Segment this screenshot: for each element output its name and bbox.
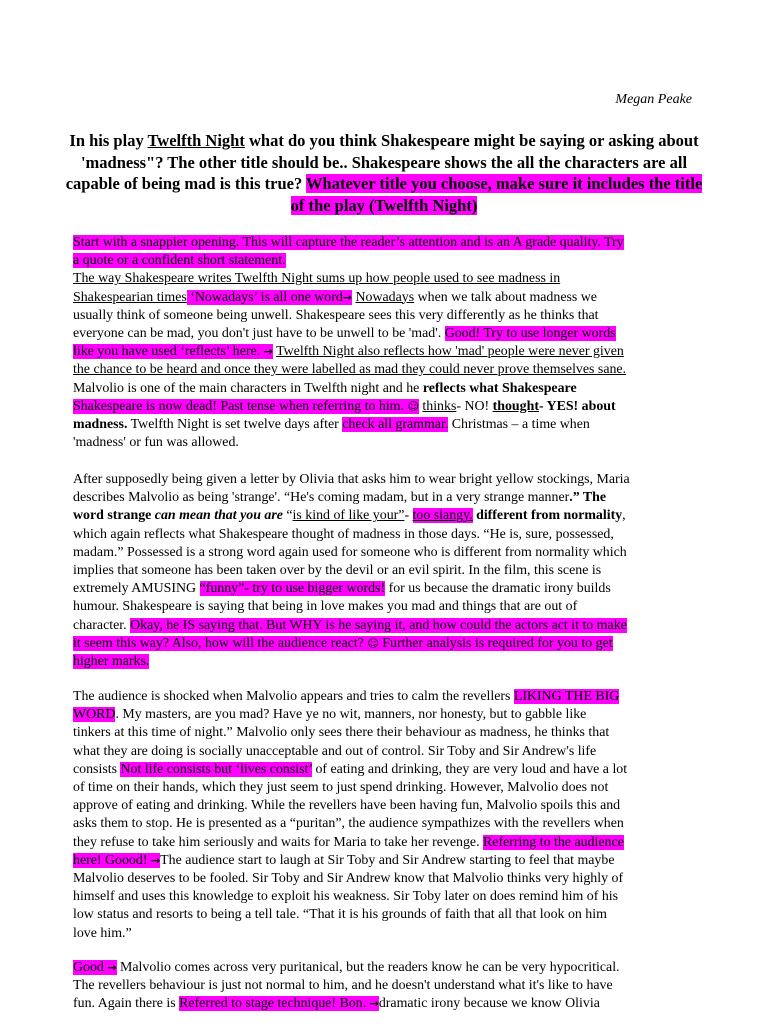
teacher-comment: it seem this way? Also, how will the audience react? ☺ Further analysis is required for you to get bbox=[73, 635, 613, 651]
paragraph-3: The audience is shocked when Malvolio appears and tries to calm the revellers LIKING THE BIG WORD. My masters, are you mad? Have ye no wit, manners, nor honesty, but to gabble like tinkers at this time of night.” Malvolio only sees there their behaviour as madness, he thinks that what they are doing is socially unacceptable and out of control. Sir Toby and Sir Andrew's life consists Not life consists but ‘lives consist’ of eating and drinking, they are very loud and have a lot of time on their hands, which they just seem to just spend drinking. However, Malvolio does not approve of eating and drinking. While the revellers have been having fun, Malvolio spoils this and asks them to stop. He is presented as a “puritan”, the audience sympathizes with the revellers when they refuse to take him seriously and waits for Maria to take her revenge. Referring to the audience here! Goood! →The audience start to laugh at Sir Toby and Sir Andrew starting to feel that maybe Malvolio deserves to be fooled. Sir Toby and Sir Andrew know that Malvolio thinks very highly of himself and uses this knowledge to exploit his weakness. Sir Toby later on does remind him of his low status and resorts to being a tell tale. “That it is his grounds of faith that all that look on him love him.” bbox=[73, 689, 628, 941]
teacher-comment: Okay, he IS saying that. But WHY is he saying it, and how could the actors act it to make bbox=[130, 617, 627, 633]
teacher-comment: Start with a snappier opening. This will capture the reader’s attention and is an A grade quality. Try bbox=[73, 235, 624, 250]
teacher-comment: a quote or a confident short statement. bbox=[73, 253, 286, 269]
teacher-comment: ‘Nowadays’ is all one word→ bbox=[186, 289, 352, 305]
teacher-comment: higher marks. bbox=[73, 654, 150, 670]
arrow-icon: → bbox=[107, 961, 117, 974]
arrow-icon: → bbox=[342, 290, 352, 304]
teacher-comment: Referred to stage technique! Bon. → bbox=[179, 996, 379, 1012]
essay-title: In his play Twelfth Night what do you think Shakespeare might be saying or asking about 'madness"? The other title should be.. Shakespeare shows the all the characters are all capable of being mad is this true? Whatever title you choose, make sure it includes the title of the play (Twelfth Night) bbox=[65, 131, 703, 215]
teacher-comment: like you have used ‘reflects’ here. → bbox=[73, 344, 273, 360]
teacher-comment: WORD bbox=[73, 707, 116, 723]
arrow-icon: → bbox=[369, 997, 379, 1011]
arrow-icon: → bbox=[150, 853, 161, 867]
teacher-comment: Whatever title you choose, make sure it includes the title of the play (Twelfth Night) bbox=[290, 174, 703, 215]
arrow-icon: → bbox=[263, 345, 273, 359]
teacher-comment: check all grammar. bbox=[342, 417, 449, 433]
teacher-comment: here! Goood! → bbox=[73, 852, 161, 868]
paragraph-4: Good → Malvolio comes across very puritanical, but the readers know he can be very hypocritical. The revellers behaviour is just not normal to him, and he doesn't understand what it's like to have fun. Again there is Referred to stage technique! Bon. →dramatic irony because we know Olivia bbox=[73, 960, 620, 1012]
teacher-comment: Referring to the audience bbox=[483, 834, 624, 850]
teacher-comment: Not life consists but ‘lives consist’ bbox=[120, 761, 312, 777]
smiley-icon: ☺ bbox=[367, 636, 379, 650]
paragraph-2: After supposedly being given a letter by Olivia that asks him to wear bright yellow stockings, Maria describes Malvolio as being 'strange'. “He's coming madam, but in a very strange manner.” The word strange can mean that you are “is kind of like your”- too slangy. different from normality, which again reflects what Shakespeare thought of madness in those days. “He is, sure, possessed, madam.” Possessed is a strong word again used for someone who is different from normality which implies that someone has been taken over by the devil or an evil spirit. In the film, this scene is extremely AMUSING “funny”- try to use bigger words! for us because the dramatic irony builds humour. Shakespeare is saying that being in love makes you mad and things that are out of character. Okay, he IS saying that. But WHY is he saying it, and how could the actors act it to make it seem this way? Also, how will the audience react? ☺ Further analysis is required for you to get higher marks. bbox=[73, 472, 630, 670]
teacher-comment: Good → bbox=[73, 960, 117, 975]
teacher-comment: too slangy. bbox=[412, 508, 473, 524]
teacher-comment: “funny”- try to use bigger words! bbox=[199, 581, 386, 597]
paragraph-1: Start with a snappier opening. This will capture the reader’s attention and is an A grade quality. Try a quote or a confident short statement. The way Shakespeare writes Twelfth Night sums up how people used to see madness in Shakespearian times ‘Nowadays’ is all one word→ Nowadays when we talk about madness we usually think of someone being unwell. Shakespeare sees this very differently as he thinks that everyone can be mad, you don't just have to be unwell to be 'mad'. Good! Try to use longer words like you have used ‘reflects’ here. → Twelfth Night also reflects how 'mad' people were never given the chance to be heard and once they were labelled as mad they could never prove themselves sane. Malvolio is one of the main characters in Twelfth night and he reflects what Shakespeare Shakespeare is now dead! Past tense when referring to him. ☺ thinks- NO! thought- YES! about madness. Twelfth Night is set twelve days after check all grammar. Christmas – a time when 'madness' or fun was allowed. bbox=[73, 235, 627, 451]
teacher-comment: LIKING THE BIG bbox=[513, 689, 620, 704]
teacher-comment: Good! Try to use longer words bbox=[444, 326, 616, 342]
teacher-comment: Shakespeare is now dead! Past tense when referring to him. ☺ bbox=[73, 398, 419, 414]
author-name: Megan Peake bbox=[615, 92, 692, 107]
smiley-icon: ☺ bbox=[407, 399, 419, 413]
